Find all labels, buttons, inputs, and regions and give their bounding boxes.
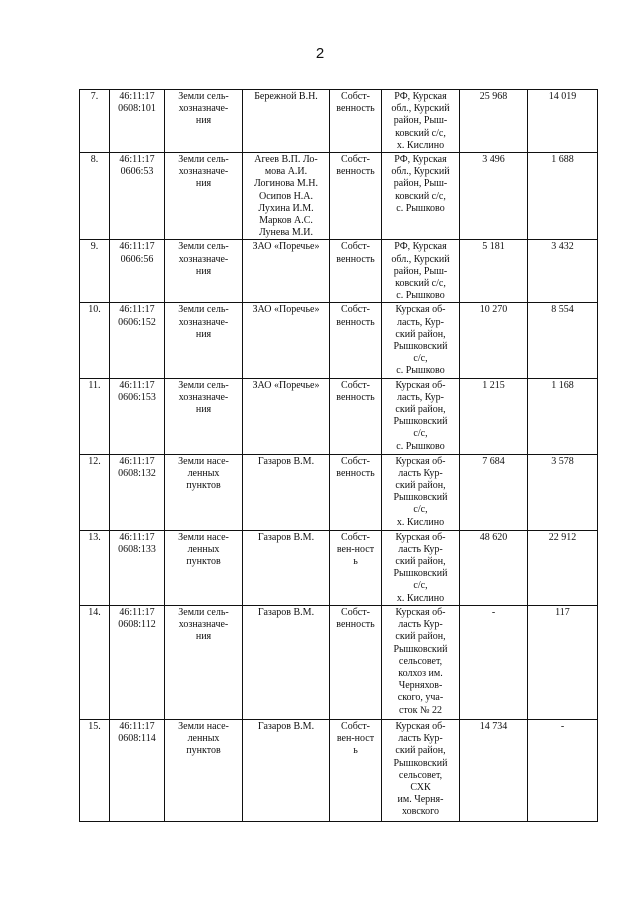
ownership-right-cell <box>330 530 382 605</box>
row-number-cell <box>80 530 110 605</box>
location-line: ский район, <box>395 328 446 340</box>
land-category-line: Земли сель- <box>178 304 229 316</box>
land-category-cell <box>165 530 243 605</box>
cadastral-number-line: 46:11:17 <box>119 304 155 316</box>
cadastral-number-line: 0606:56 <box>120 253 154 265</box>
ownership-right-line: Собст- <box>341 379 370 391</box>
ownership-right-line: Собст- <box>341 531 370 543</box>
cadastral-number-line: 46:11:17 <box>119 455 155 467</box>
area-value-1-text: - <box>491 606 496 618</box>
land-category-line: Земли сель- <box>178 91 229 102</box>
owner-line: Газаров В.М. <box>257 720 315 732</box>
ownership-right-line: вен-ност <box>336 733 375 745</box>
location-cell <box>382 719 460 821</box>
row-number-cell <box>80 454 110 530</box>
location-line: ский район, <box>395 556 446 568</box>
ownership-right-cell <box>330 303 382 378</box>
table-row <box>80 90 598 153</box>
area-value-1-cell <box>460 153 528 240</box>
ownership-right-line: ь <box>353 745 358 757</box>
area-value-2-cell <box>528 303 598 378</box>
land-category-line: ния <box>195 328 212 340</box>
ownership-right-line: венность <box>336 391 375 403</box>
row-number-cell <box>80 303 110 378</box>
ownership-right-cell <box>330 378 382 454</box>
area-value-2-text: 8 554 <box>551 304 574 316</box>
ownership-right-line: венность <box>336 166 375 178</box>
location-cell <box>382 605 460 719</box>
ownership-right-cell <box>330 605 382 719</box>
owner-line: Осипов Н.А. <box>258 190 314 202</box>
land-category-line: ния <box>195 631 212 643</box>
area-value-1-text: 48 620 <box>479 531 508 543</box>
location-line: сельсовет, <box>398 769 443 781</box>
ownership-right-line: ь <box>353 556 358 568</box>
ownership-right-line: Собст- <box>341 606 370 618</box>
location-line: ласть Кур- <box>398 733 443 745</box>
ownership-right-cell <box>330 90 382 153</box>
location-line: с. Рышково <box>396 290 445 302</box>
row-number-cell <box>80 378 110 454</box>
location-line: район, Рыш- <box>393 115 448 127</box>
location-line: Рышковский <box>393 643 448 655</box>
location-line: ласть, Кур- <box>396 391 445 403</box>
cadastral-number-line: 0608:114 <box>118 733 156 745</box>
ownership-right-line: венность <box>336 316 375 328</box>
owner-line: Лухина И.М. <box>258 202 314 214</box>
land-category-line: хозназначе- <box>178 391 229 403</box>
location-line: с. Рышково <box>396 202 445 214</box>
location-line: ласть Кур- <box>398 543 443 555</box>
ownership-right-cell <box>330 153 382 240</box>
area-value-2-cell <box>528 530 598 605</box>
location-line: ский район, <box>395 480 446 492</box>
owner-line: Марков А.С. <box>259 215 313 227</box>
ownership-right-line: Собст- <box>341 304 370 316</box>
cadastral-number-line: 0608:101 <box>118 103 156 115</box>
land-category-line: Земли сель- <box>178 606 229 618</box>
location-line: Курская об- <box>395 304 446 316</box>
area-value-1-cell <box>460 530 528 605</box>
area-value-1-cell <box>460 719 528 821</box>
location-line: РФ, Курская <box>394 91 447 102</box>
table-body <box>80 90 598 822</box>
land-category-cell <box>165 303 243 378</box>
owner-cell <box>243 90 330 153</box>
ownership-right-line: венность <box>336 253 375 265</box>
row-number-cell <box>80 153 110 240</box>
row-number-text: 14. <box>88 606 101 618</box>
area-value-1-cell <box>460 303 528 378</box>
row-number-text: 10. <box>88 304 101 316</box>
land-plots-table <box>79 89 598 822</box>
owner-cell <box>243 240 330 303</box>
location-line: ского, уча- <box>397 692 444 704</box>
land-category-line: пунктов <box>186 556 221 568</box>
location-line: с/с, <box>413 580 428 592</box>
location-cell <box>382 90 460 153</box>
location-line: РФ, Курская <box>394 154 447 166</box>
cadastral-number-cell <box>110 90 165 153</box>
table-row <box>80 454 598 530</box>
cadastral-number-line: 0606:153 <box>118 391 156 403</box>
owner-cell <box>243 719 330 821</box>
row-number-cell <box>80 719 110 821</box>
ownership-right-cell <box>330 454 382 530</box>
area-value-2-text: 3 578 <box>551 455 574 467</box>
location-line: х. Кислино <box>396 516 445 528</box>
land-category-line: ния <box>195 178 212 190</box>
area-value-1-text: 7 684 <box>482 455 505 467</box>
area-value-2-cell <box>528 454 598 530</box>
location-line: Рышковский <box>393 341 448 353</box>
area-value-2-cell <box>528 719 598 821</box>
cadastral-number-line: 0608:112 <box>118 619 156 631</box>
area-value-2-text: - <box>560 720 565 732</box>
location-line: РФ, Курская <box>394 241 447 253</box>
row-number-text: 8. <box>90 154 99 166</box>
location-line: ковский с/с, <box>395 127 446 139</box>
row-number-text: 12. <box>88 455 101 467</box>
location-line: с/с, <box>413 504 428 516</box>
land-category-line: Земли сель- <box>178 241 229 253</box>
table-row <box>80 530 598 605</box>
owner-cell <box>243 378 330 454</box>
area-value-2-text: 117 <box>555 606 570 618</box>
location-cell <box>382 378 460 454</box>
cadastral-number-line: 46:11:17 <box>119 154 155 166</box>
owner-line: Газаров В.М. <box>257 455 315 467</box>
owner-line: Бережной В.Н. <box>254 91 318 102</box>
owner-line: Логинова М.Н. <box>254 178 318 190</box>
owner-line: ЗАО «Поречье» <box>252 241 320 253</box>
area-value-1-text: 3 496 <box>482 154 505 166</box>
location-line: сельсовет, <box>398 655 443 667</box>
land-category-line: Земли сель- <box>178 154 229 166</box>
location-cell <box>382 240 460 303</box>
land-category-line: Земли насе- <box>178 720 229 732</box>
area-value-2-cell <box>528 90 598 153</box>
area-value-2-cell <box>528 240 598 303</box>
cadastral-number-line: 46:11:17 <box>119 241 155 253</box>
location-line: Черняхов- <box>398 680 443 692</box>
area-value-2-cell <box>528 153 598 240</box>
land-category-line: хозназначе- <box>178 316 229 328</box>
location-cell <box>382 454 460 530</box>
location-line: СХК <box>410 781 431 793</box>
area-value-1-cell <box>460 90 528 153</box>
area-value-2-text: 22 912 <box>548 531 577 543</box>
location-line: х. Кислино <box>396 592 445 604</box>
cadastral-number-cell <box>110 153 165 240</box>
owner-cell <box>243 605 330 719</box>
land-category-line: ленных <box>187 543 220 555</box>
land-category-line: хозназначе- <box>178 166 229 178</box>
cadastral-number-cell <box>110 719 165 821</box>
location-line: Курская об- <box>395 720 446 732</box>
land-category-line: ния <box>195 265 212 277</box>
location-line: Курская об- <box>395 606 446 618</box>
cadastral-number-cell <box>110 303 165 378</box>
land-category-line: ленных <box>187 733 220 745</box>
owner-cell <box>243 454 330 530</box>
row-number-text: 15. <box>88 720 101 732</box>
location-line: ласть, Кур- <box>396 316 445 328</box>
location-line: обл., Курский <box>391 166 450 178</box>
land-category-line: хозназначе- <box>178 619 229 631</box>
row-number-text: 9. <box>90 241 99 253</box>
location-line: с. Рышково <box>396 365 445 377</box>
land-category-cell <box>165 153 243 240</box>
page-number: 2 <box>315 45 325 62</box>
land-category-line: Земли насе- <box>178 455 229 467</box>
table-row <box>80 378 598 454</box>
area-value-2-text: 14 019 <box>548 91 577 102</box>
location-line: ский район, <box>395 404 446 416</box>
location-line: Курская об- <box>395 379 446 391</box>
location-line: район, Рыш- <box>393 265 448 277</box>
owner-cell <box>243 530 330 605</box>
cadastral-number-line: 46:11:17 <box>119 531 155 543</box>
ownership-right-line: венность <box>336 467 375 479</box>
location-line: сток № 22 <box>398 704 443 716</box>
cadastral-number-cell <box>110 530 165 605</box>
location-line: Рышковский <box>393 492 448 504</box>
table-row <box>80 719 598 821</box>
table-row <box>80 240 598 303</box>
area-value-2-text: 1 688 <box>551 154 574 166</box>
owner-line: ЗАО «Поречье» <box>252 304 320 316</box>
cadastral-number-line: 0608:132 <box>118 467 156 479</box>
location-line: ласть Кур- <box>398 619 443 631</box>
cadastral-number-cell <box>110 240 165 303</box>
land-category-cell <box>165 240 243 303</box>
location-line: ковский с/с, <box>395 190 446 202</box>
cadastral-number-line: 0606:53 <box>120 166 154 178</box>
land-category-line: Земли насе- <box>178 531 229 543</box>
owner-cell <box>243 303 330 378</box>
owner-line: Газаров В.М. <box>257 531 315 543</box>
owner-line: мова А.И. <box>264 166 308 178</box>
row-number-cell <box>80 240 110 303</box>
ownership-right-cell <box>330 240 382 303</box>
location-line: обл., Курский <box>391 103 450 115</box>
land-category-line: хозназначе- <box>178 253 229 265</box>
location-line: Рышковский <box>393 568 448 580</box>
land-category-line: пунктов <box>186 745 221 757</box>
cadastral-number-line: 46:11:17 <box>119 720 155 732</box>
location-cell <box>382 153 460 240</box>
table-row <box>80 605 598 719</box>
row-number-text: 7. <box>90 91 99 102</box>
table-row <box>80 303 598 378</box>
area-value-1-cell <box>460 454 528 530</box>
area-value-2-text: 1 168 <box>551 379 574 391</box>
land-category-cell <box>165 719 243 821</box>
location-line: колхоз им. <box>398 667 443 679</box>
owner-line: Газаров В.М. <box>257 606 315 618</box>
land-category-line: хозназначе- <box>178 103 229 115</box>
owner-line: Лунева М.И. <box>259 227 313 239</box>
ownership-right-line: Собст- <box>341 241 370 253</box>
location-line: ский район, <box>395 745 446 757</box>
ownership-right-cell <box>330 719 382 821</box>
row-number-cell <box>80 605 110 719</box>
land-category-line: Земли сель- <box>178 379 229 391</box>
cadastral-number-cell <box>110 454 165 530</box>
location-line: обл., Курский <box>391 253 450 265</box>
location-line: Рышковский <box>393 416 448 428</box>
area-value-1-text: 14 734 <box>479 720 508 732</box>
location-line: Курская об- <box>395 455 446 467</box>
location-line: ковский с/с, <box>395 278 446 290</box>
ownership-right-line: вен-ност <box>336 543 375 555</box>
cadastral-number-line: 0608:133 <box>118 543 156 555</box>
cadastral-number-cell <box>110 605 165 719</box>
location-line: с/с, <box>413 353 428 365</box>
area-value-1-text: 25 968 <box>479 91 508 102</box>
owner-cell <box>243 153 330 240</box>
cadastral-number-line: 0606:152 <box>118 316 156 328</box>
ownership-right-line: Собст- <box>341 720 370 732</box>
table-row <box>80 153 598 240</box>
location-cell <box>382 303 460 378</box>
location-line: ласть Кур- <box>398 467 443 479</box>
ownership-right-line: Собст- <box>341 91 370 102</box>
location-line: Курская об- <box>395 531 446 543</box>
area-value-1-cell <box>460 240 528 303</box>
ownership-right-line: венность <box>336 103 375 115</box>
location-line: им. Черня- <box>397 794 444 806</box>
location-line: Рышковский <box>393 757 448 769</box>
cadastral-number-cell <box>110 378 165 454</box>
location-line: ховского <box>402 806 439 818</box>
land-category-cell <box>165 454 243 530</box>
cadastral-number-line: 46:11:17 <box>119 91 155 102</box>
location-line: х. Кислино <box>396 139 445 151</box>
area-value-2-cell <box>528 605 598 719</box>
location-cell <box>382 530 460 605</box>
row-number-cell <box>80 90 110 153</box>
land-category-cell <box>165 90 243 153</box>
land-category-cell <box>165 378 243 454</box>
row-number-text: 11. <box>88 379 101 391</box>
ownership-right-line: венность <box>336 619 375 631</box>
area-value-2-text: 3 432 <box>551 241 574 253</box>
row-number-text: 13. <box>88 531 101 543</box>
area-value-1-text: 10 270 <box>479 304 508 316</box>
land-category-cell <box>165 605 243 719</box>
area-value-1-cell <box>460 605 528 719</box>
land-category-line: ния <box>195 404 212 416</box>
location-line: с/с, <box>413 428 428 440</box>
owner-line: Агеев В.П. Ло- <box>254 154 318 166</box>
cadastral-number-line: 46:11:17 <box>119 606 155 618</box>
area-value-1-text: 1 215 <box>482 379 505 391</box>
location-line: район, Рыш- <box>393 178 448 190</box>
land-category-line: ленных <box>187 467 220 479</box>
cadastral-number-line: 46:11:17 <box>119 379 155 391</box>
location-line: с. Рышково <box>396 440 445 452</box>
area-value-1-text: 5 181 <box>482 241 505 253</box>
ownership-right-line: Собст- <box>341 154 370 166</box>
land-category-line: ния <box>195 115 212 127</box>
land-category-line: пунктов <box>186 480 221 492</box>
area-value-1-cell <box>460 378 528 454</box>
area-value-2-cell <box>528 378 598 454</box>
ownership-right-line: Собст- <box>341 455 370 467</box>
owner-line: ЗАО «Поречье» <box>252 379 320 391</box>
location-line: ский район, <box>395 631 446 643</box>
